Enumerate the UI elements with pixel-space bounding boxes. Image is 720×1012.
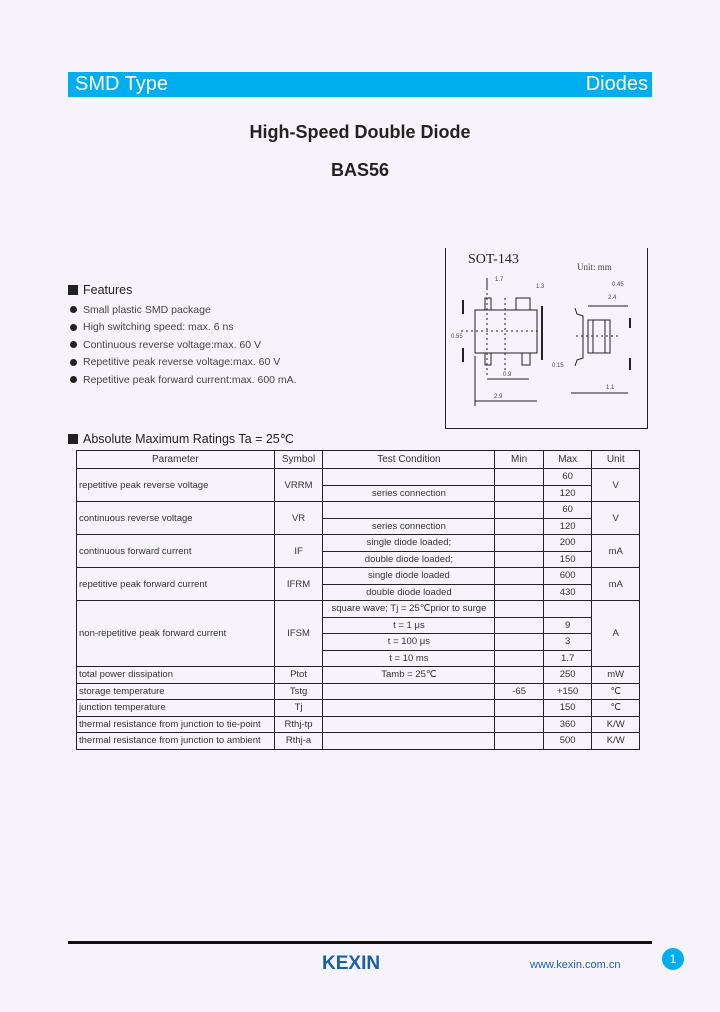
bullet-icon — [70, 376, 77, 383]
svg-text:0.9: 0.9 — [503, 372, 512, 378]
table-row — [77, 535, 640, 552]
cell-min — [495, 485, 543, 502]
feature-text: Repetitive peak reverse voltage:max. 60 V — [83, 356, 281, 369]
cell-param: thermal resistance from junction to tie-point — [77, 716, 275, 733]
cell-min — [495, 535, 543, 552]
cell-min — [495, 518, 543, 535]
feature-item — [70, 301, 297, 319]
feature-text: Small plastic SMD package — [83, 303, 211, 316]
table-row — [77, 601, 640, 618]
cell-max: 3 — [543, 634, 592, 651]
cell-unit: mW — [592, 667, 640, 684]
cell-max: 60 — [543, 502, 592, 519]
cell-cond: t = 100 μs — [323, 634, 495, 651]
cell-cond: Tamb = 25℃ — [323, 667, 495, 684]
table-row — [77, 667, 640, 684]
cell-min — [495, 617, 543, 634]
cell-param: thermal resistance from junction to ambient — [77, 733, 275, 750]
col-parameter: Parameter — [77, 451, 275, 469]
cell-symbol: Rthj-tp — [274, 716, 323, 733]
cell-unit: mA — [592, 535, 640, 568]
table-row — [77, 716, 640, 733]
cell-max: 120 — [543, 485, 592, 502]
cell-min — [495, 469, 543, 486]
cell-max: 150 — [543, 551, 592, 568]
package-unit: Unit: mm — [577, 262, 612, 272]
cell-unit: K/W — [592, 733, 640, 750]
cell-cond — [323, 469, 495, 486]
square-bullet-icon — [68, 434, 78, 444]
cell-min — [495, 568, 543, 585]
col-test-condition: Test Condition — [323, 451, 495, 469]
cell-cond: series connection — [323, 518, 495, 535]
cell-cond — [323, 683, 495, 700]
kexin-logo: KEXIN — [322, 953, 381, 974]
cell-max: 250 — [543, 667, 592, 684]
part-number: BAS56 — [330, 160, 390, 180]
svg-text:2.9: 2.9 — [494, 394, 503, 400]
cell-unit: ℃ — [592, 700, 640, 717]
svg-text:0.45: 0.45 — [612, 282, 624, 288]
cell-min — [495, 502, 543, 519]
ratings-heading — [68, 431, 294, 446]
cell-max: 1.7 — [543, 650, 592, 667]
bullet-icon — [70, 324, 77, 331]
cell-unit: V — [592, 502, 640, 535]
cell-param: repetitive peak reverse voltage — [77, 469, 275, 502]
table-header-row — [77, 451, 640, 469]
cell-cond: square wave; Tj = 25℃prior to surge — [323, 601, 495, 618]
svg-text:0.15: 0.15 — [552, 363, 564, 369]
features-section — [68, 283, 297, 389]
cell-cond — [323, 700, 495, 717]
cell-param: continuous forward current — [77, 535, 275, 568]
cell-cond: double diode loaded — [323, 584, 495, 601]
cell-max: 430 — [543, 584, 592, 601]
cell-symbol: VR — [274, 502, 323, 535]
cell-min — [495, 584, 543, 601]
cell-unit: mA — [592, 568, 640, 601]
table-row — [77, 502, 640, 519]
cell-max: 60 — [543, 469, 592, 486]
cell-cond: single diode loaded; — [323, 535, 495, 552]
website-link[interactable]: www.kexin.com.cn — [530, 959, 621, 971]
package-drawing — [445, 248, 648, 429]
cell-symbol: Rthj-a — [274, 733, 323, 750]
svg-text:2.4: 2.4 — [608, 295, 617, 301]
cell-symbol: IFRM — [274, 568, 323, 601]
cell-max: 150 — [543, 700, 592, 717]
cell-symbol: IF — [274, 535, 323, 568]
page-number-badge: 1 — [662, 948, 684, 970]
cell-cond: series connection — [323, 485, 495, 502]
feature-item — [70, 354, 297, 372]
cell-max: 120 — [543, 518, 592, 535]
cell-cond: t = 1 μs — [323, 617, 495, 634]
cell-min — [495, 700, 543, 717]
feature-item — [70, 336, 297, 354]
feature-text: Continuous reverse voltage:max. 60 V — [83, 338, 262, 351]
col-min: Min — [495, 451, 543, 469]
feature-item — [70, 371, 297, 389]
cell-max — [543, 601, 592, 618]
header-category: SMD Type — [75, 73, 168, 95]
cell-symbol: IFSM — [274, 601, 323, 667]
cell-symbol: Tj — [274, 700, 323, 717]
cell-symbol: Ptot — [274, 667, 323, 684]
cell-param: total power dissipation — [77, 667, 275, 684]
cell-min — [495, 634, 543, 651]
cell-max: +150 — [543, 683, 592, 700]
features-heading — [68, 283, 297, 297]
col-symbol: Symbol — [274, 451, 323, 469]
svg-text:1.7: 1.7 — [495, 277, 504, 283]
cell-unit: ℃ — [592, 683, 640, 700]
cell-max: 9 — [543, 617, 592, 634]
package-outline-diagram — [446, 248, 647, 428]
cell-min — [495, 551, 543, 568]
cell-symbol: Tstg — [274, 683, 323, 700]
header-type: Diodes — [585, 73, 648, 95]
table-row — [77, 700, 640, 717]
cell-cond — [323, 502, 495, 519]
cell-cond: single diode loaded — [323, 568, 495, 585]
feature-text: High switching speed: max. 6 ns — [83, 321, 234, 334]
svg-text:0.55: 0.55 — [451, 334, 463, 340]
cell-min: -65 — [495, 683, 543, 700]
cell-unit: V — [592, 469, 640, 502]
cell-min — [495, 601, 543, 618]
cell-param: continuous reverse voltage — [77, 502, 275, 535]
feature-item — [70, 319, 297, 337]
cell-max: 360 — [543, 716, 592, 733]
cell-param: non-repetitive peak forward current — [77, 601, 275, 667]
cell-unit: A — [592, 601, 640, 667]
cell-cond — [323, 733, 495, 750]
ratings-heading-text: Absolute Maximum Ratings Ta = 25℃ — [83, 432, 294, 446]
cell-cond — [323, 716, 495, 733]
svg-text:1.1: 1.1 — [606, 385, 615, 391]
bullet-icon — [70, 359, 77, 366]
col-max: Max — [543, 451, 592, 469]
cell-max: 600 — [543, 568, 592, 585]
cell-param: repetitive peak forward current — [77, 568, 275, 601]
cell-symbol: VRRM — [274, 469, 323, 502]
cell-cond: double diode loaded; — [323, 551, 495, 568]
svg-text:1.3: 1.3 — [536, 284, 545, 290]
bullet-icon — [70, 341, 77, 348]
cell-cond: t = 10 ms — [323, 650, 495, 667]
cell-min — [495, 667, 543, 684]
features-list — [70, 301, 297, 389]
header-bar — [68, 72, 652, 97]
ratings-table — [76, 450, 640, 750]
cell-param: junction temperature — [77, 700, 275, 717]
table-row — [77, 683, 640, 700]
document-title: High-Speed Double Diode — [249, 122, 471, 142]
cell-max: 200 — [543, 535, 592, 552]
cell-min — [495, 650, 543, 667]
footer-divider — [68, 941, 652, 944]
col-unit: Unit — [592, 451, 640, 469]
cell-unit: K/W — [592, 716, 640, 733]
cell-min — [495, 733, 543, 750]
square-bullet-icon — [68, 285, 78, 295]
table-row — [77, 568, 640, 585]
feature-text: Repetitive peak forward current:max. 600 mA. — [83, 373, 297, 386]
bullet-icon — [70, 306, 77, 313]
package-name: SOT-143 — [468, 252, 519, 267]
cell-max: 500 — [543, 733, 592, 750]
features-heading-text: Features — [83, 283, 133, 297]
cell-min — [495, 716, 543, 733]
table-row — [77, 469, 640, 486]
table-row — [77, 733, 640, 750]
cell-param: storage temperature — [77, 683, 275, 700]
